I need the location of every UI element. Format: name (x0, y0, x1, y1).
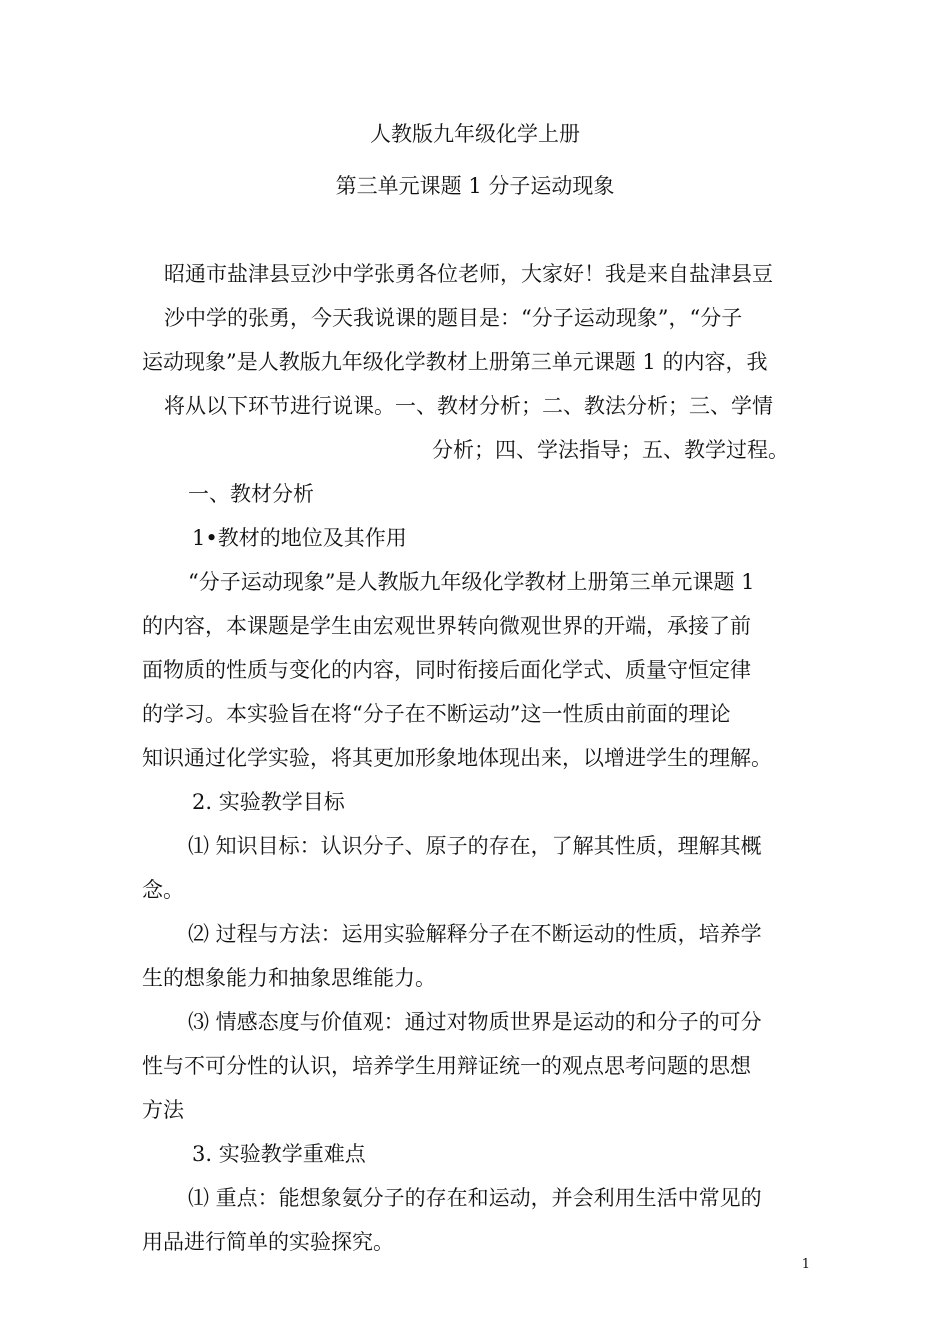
goal-process-line: 生的想象能力和抽象思维能力。 (142, 966, 436, 990)
key-point-line: 用品进行简单的实验探究。 (142, 1230, 394, 1254)
intro-line-4: 将从以下环节进行说课。一、教材分析；二、教法分析；三、学情 (164, 394, 773, 418)
intro-line-3: 运动现象”是人教版九年级化学教材上册第三单元课题 1 的内容，我 (142, 350, 768, 374)
paragraph-line: “分子运动现象”是人教版九年级化学教材上册第三单元课题 1 (188, 570, 755, 594)
goal-attitude-line: 方法 (142, 1098, 184, 1122)
paragraph-line: 面物质的性质与变化的内容，同时衔接后面化学式、质量守恒定律 (142, 658, 751, 682)
goal-attitude-line: 性与不可分性的认识，培养学生用辩证统一的观点思考问题的思想 (142, 1054, 751, 1078)
goal-attitude-line: ⑶ 情感态度与价值观：通过对物质世界是运动的和分子的可分 (188, 1010, 762, 1034)
goal-knowledge-line: 念。 (142, 878, 184, 902)
page-number: 1 (801, 1257, 810, 1272)
intro-line-5: 分析；四、学法指导；五、教学过程。 (432, 438, 789, 462)
document-subtitle: 第三单元课题 1 分子运动现象 (335, 174, 615, 198)
goal-process-line: ⑵ 过程与方法：运用实验解释分子在不断运动的性质，培养学 (188, 922, 762, 946)
subsection-heading-1: 1•教材的地位及其作用 (192, 526, 407, 550)
key-point-line: ⑴ 重点：能想象氨分子的存在和运动，并会利用生活中常见的 (188, 1186, 762, 1210)
document-title: 人教版九年级化学上册 (370, 122, 580, 146)
paragraph-line: 的内容，本课题是学生由宏观世界转向微观世界的开端，承接了前 (142, 614, 751, 638)
section-heading: 一、教材分析 (188, 482, 314, 506)
paragraph-line: 的学习。本实验旨在将“分子在不断运动”这一性质由前面的理论 (142, 702, 731, 726)
subsection-heading-3: 3. 实验教学重难点 (192, 1142, 366, 1166)
paragraph-line: 知识通过化学实验，将其更加形象地体现出来，以增进学生的理解。 (142, 746, 772, 770)
intro-line-2: 沙中学的张勇，今天我说课的题目是：“分子运动现象”，“分子 (164, 306, 743, 330)
intro-line-1: 昭通市盐津县豆沙中学张勇各位老师，大家好！我是来自盐津县豆 (164, 262, 773, 286)
goal-knowledge-line: ⑴ 知识目标：认识分子、原子的存在，了解其性质，理解其概 (188, 834, 762, 858)
subsection-heading-2: 2. 实验教学目标 (192, 790, 345, 814)
